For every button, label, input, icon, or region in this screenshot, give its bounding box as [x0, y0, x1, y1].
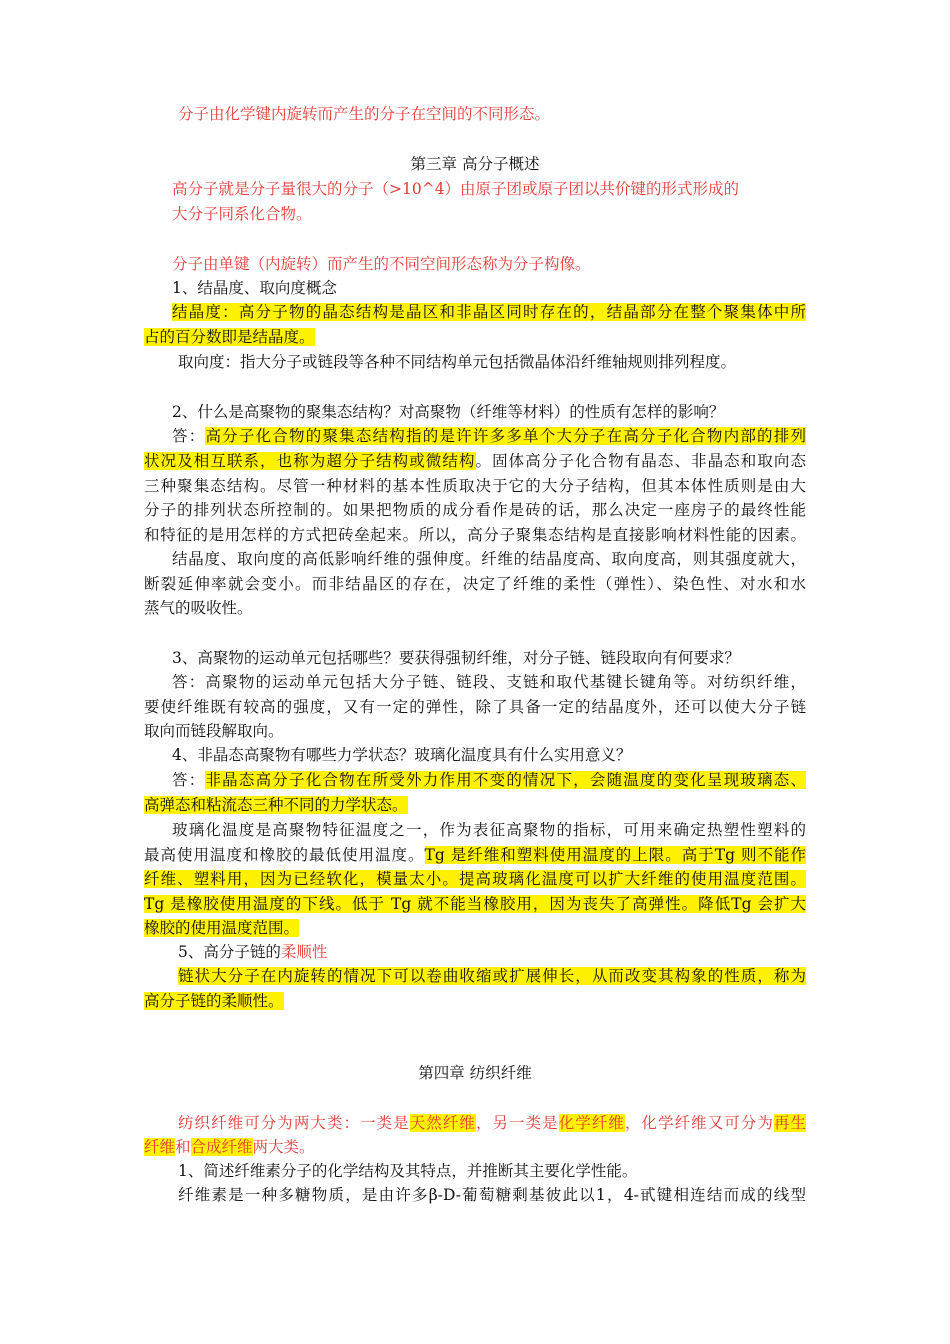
highlight: 纤维、塑料用，因为已经软化，模量太小。提高玻璃化温度可以扩大纤维的使用温度范围。 — [144, 870, 806, 888]
text: 。固体高分子化合物有晶态、非晶态和取向态 — [475, 452, 806, 470]
top-line: 分子由化学键内旋转而产生的分子在空间的不同形态。 — [178, 105, 551, 123]
highlight: 橡胶的使用温度范围。 — [144, 919, 300, 937]
q4-p2-line-3 — [144, 869, 806, 889]
highlight: 合成纤维 — [190, 1138, 253, 1156]
ch4-q1-title: 1、简述纤维素分子的化学结构及其特点，并推断其主要化学性能。 — [178, 1162, 638, 1180]
highlight: 链状大分子在内旋转的情况下可以卷曲收缩或扩展伸长，从而改变其构象的性质，称为 — [178, 967, 806, 985]
highlight: Tg 是橡胶使用温度的下线。低于 Tg 就不能当橡胶用，因为丧失了高弹性。降低Tg 会扩大 — [144, 895, 806, 913]
q3-line-2: 要使纤维既有较高的强度，又有一定的弹性，除了具备一定的结晶度外，还可以使大分子链 — [144, 698, 806, 716]
q4-p2-line-5 — [144, 918, 299, 938]
highlight: 占的百分数即是结晶度。 — [144, 328, 315, 346]
q1-orientation: 取向度：指大分子或链段等各种不同结构单元包括微晶体沿纤维轴规则排列程度。 — [178, 353, 737, 371]
q4-answer-line-1 — [172, 770, 806, 790]
q4-title: 4、非晶态高聚物有哪些力学状态？玻璃化温度具有什么实用意义？ — [172, 746, 632, 764]
q2-line-3: 三种聚集态结构。尽管一种材料的基本性质取决于它的大分子结构，但其本体性质则是由大 — [144, 477, 806, 495]
ch4-q1-line-1: 纤维素是一种多糖物质，是由许多β-D-葡萄糖剩基彼此以1，4-甙键相连结而成的线型 — [178, 1186, 806, 1204]
highlight: 再生 — [773, 1114, 806, 1132]
q2-line-8: 蒸气的吸收性。 — [144, 599, 253, 617]
q4-answer-line-2 — [144, 795, 408, 815]
text: ，另一类是 — [475, 1114, 559, 1132]
answer-prefix: 答： — [172, 427, 206, 445]
ch3-definition-line-2: 大分子同系化合物。 — [172, 205, 312, 223]
text: 纺织纤维可分为两大类：一类是 — [178, 1114, 410, 1132]
q1-title: 1、结晶度、取向度概念 — [172, 279, 337, 297]
highlight: 高弹态和粘流态三种不同的力学状态。 — [144, 796, 408, 814]
answer-prefix: 答： — [172, 771, 206, 789]
q5-line-1 — [178, 966, 806, 986]
highlight: 非晶态高分子化合物在所受外力作用不变的情况下，会随温度的变化呈现玻璃态、 — [205, 771, 806, 789]
text: 最高使用温度和橡胶的最低使用温度。 — [144, 846, 425, 864]
q2-line-6: 结晶度、取向度的高低影响纤维的强伸度。纤维的结晶度高、取向度高，则其强度就大， — [172, 550, 806, 568]
conformation-definition: 分子由单键（内旋转）而产生的不同空间形态称为分子构像。 — [172, 255, 591, 273]
q3-title: 3、高聚物的运动单元包括哪些？要获得强韧纤维，对分子链、链段取向有何要求？ — [172, 649, 740, 667]
highlight: 天然纤维 — [409, 1114, 476, 1132]
highlight: 纤维 — [144, 1138, 176, 1156]
highlight: 高分子化合物的聚集态结构指的是许许多多单个大分子在高分子化合物内部的排列 — [205, 427, 806, 445]
highlight: 化学纤维 — [558, 1114, 625, 1132]
chapter-3-title: 第三章 高分子概述 — [410, 155, 540, 173]
q4-p2-line-1: 玻璃化温度是高聚物特征温度之一，作为表征高聚物的指标，可用来确定热塑性塑料的 — [172, 821, 806, 839]
q3-line-1: 答：高聚物的运动单元包括大分子链、链段、支链和取代基键长键角等。对纺织纤维， — [172, 673, 806, 691]
ch3-definition-line-1: 高分子就是分子量很大的分子（>10^4）由原子团或原子团以共价键的形式形成的 — [172, 180, 740, 198]
text: 和 — [175, 1138, 191, 1156]
q1-crystallinity-line-1 — [172, 302, 806, 322]
q4-p2-line-2 — [144, 845, 806, 865]
highlight: 结晶度：高分子物的晶态结构是晶区和非晶区同时存在的，结晶部分在整个聚集体中所 — [172, 303, 806, 321]
q2-line-4: 分子的排列状态所控制的。如果把物质的成分看作是砖的话，那么决定一座房子的最终性能 — [144, 501, 806, 519]
q4-p2-line-4 — [144, 894, 806, 914]
q2-line-5: 和特征的是用怎样的方式把砖垒起来。所以，高分子聚集态结构是直接影响材料性能的因素。 — [144, 526, 806, 544]
text: 5、高分子链的 — [178, 943, 281, 961]
highlight: 状况及相互联系，也称为超分子结构或微结构 — [144, 452, 476, 470]
highlight: 高分子链的柔顺性。 — [144, 992, 284, 1010]
ch4-line-2 — [144, 1137, 315, 1157]
q2-answer-line-2 — [144, 451, 806, 471]
ch4-line-1 — [178, 1113, 806, 1133]
highlight: Tg 是纤维和塑料使用温度的上限。高于Tg 则不能作 — [424, 846, 806, 864]
q5-title — [178, 942, 327, 962]
q2-line-7: 断裂延伸率就会变小。而非结晶区的存在，决定了纤维的柔性（弹性）、染色性、对水和水 — [144, 575, 806, 593]
q2-answer-line-1 — [172, 426, 806, 446]
text: 两大类。 — [252, 1138, 315, 1156]
q3-line-3: 取向而链段解取向。 — [144, 722, 284, 740]
q5-line-2 — [144, 991, 284, 1011]
text: ，化学纤维又可分为 — [624, 1114, 774, 1132]
red-term: 柔顺性 — [280, 943, 328, 961]
chapter-4-title: 第四章 纺织纤维 — [418, 1064, 532, 1082]
q1-crystallinity-line-2 — [144, 327, 315, 347]
q2-title: 2、什么是高聚物的聚集态结构？对高聚物（纤维等材料）的性质有怎样的影响？ — [172, 403, 725, 421]
